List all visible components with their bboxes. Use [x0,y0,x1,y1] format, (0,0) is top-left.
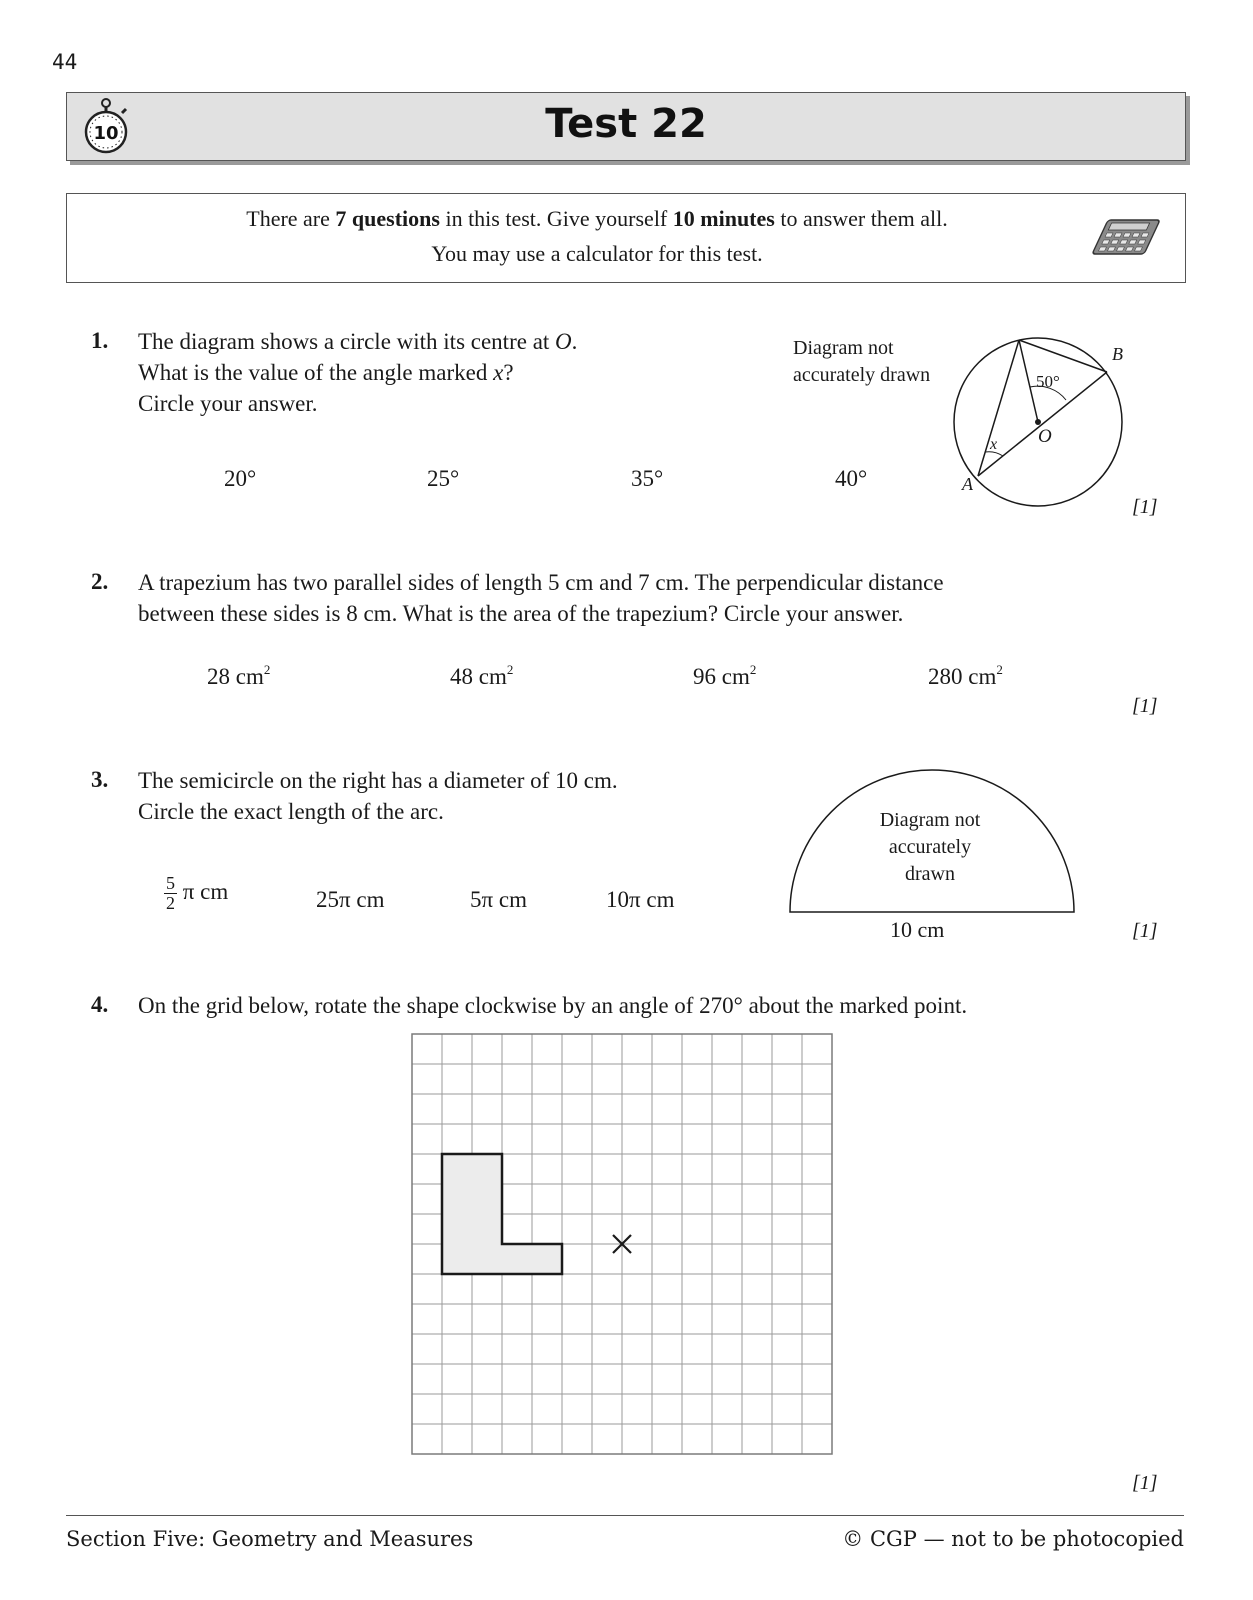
question-1-line-1: The diagram shows a circle with its centre at O. [138,329,578,354]
q3-option-c[interactable]: 5π cm [470,887,527,912]
q2-option-a[interactable]: 28 $cm^2$ [207,662,271,689]
q1-option-b[interactable]: 25° [427,466,460,491]
question-4-number: 4. [91,992,109,1017]
footer-section: Section Five: Geometry and Measures [66,1527,474,1551]
q2-mark: [1] [1132,695,1158,717]
q3-diagram-note: Diagram not accurately drawn [879,809,981,885]
q1-label-x: x [990,436,998,453]
q3-mark: [1] [1132,920,1158,942]
question-1-line-2: What is the value of the angle marked x? [138,360,514,385]
q1-label-b: B [1112,344,1123,364]
q3-option-b[interactable]: 25π cm [316,887,385,912]
q1-label-o: O [1038,426,1052,447]
q1-label-a: A [962,474,973,494]
question-2-text: A trapezium has two parallel sides of length 5 cm and 7 cm. The perpendicular distance between these sides is 8 cm. What is the area of the trapezium? Circle your answer. [138,570,944,626]
question-2-number: 2. [91,569,109,594]
instructions-line-2: You may use a calculator for this test. [431,241,763,266]
q1-option-d[interactable]: 40° [835,466,868,491]
question-3-text: The semicircle on the right has a diameter of 10 cm. Circle the exact length of the arc. [138,768,618,824]
q4-mark: [1] [1132,1472,1158,1494]
q3-option-d[interactable]: 10π cm [606,887,675,912]
question-1-line-3: Circle your answer. [138,391,318,416]
q1-mark: [1] [1132,496,1158,518]
instructions-box [66,193,1186,283]
q3-diameter-label: 10 cm [890,917,945,942]
timer-minutes: 10 [93,123,119,144]
title-bar [66,92,1186,161]
question-3-number: 3. [91,767,109,792]
q1-option-a[interactable]: 20° [224,466,257,491]
q2-option-b[interactable]: 48 $cm^2$ [450,662,514,689]
page-number: 44 [52,50,78,74]
calculator-icon [1090,216,1160,264]
q1-label-angle: 50° [1036,372,1060,391]
question-1-number: 1. [91,328,109,353]
q1-circle-diagram [948,330,1138,514]
q1-option-c[interactable]: 35° [631,466,664,491]
footer-rule [66,1515,1184,1516]
q2-option-d[interactable]: 280 $cm^2$ [928,662,1003,689]
question-1-text [138,326,758,419]
q1-diagram-note: Diagram not accurately drawn [793,337,931,386]
page-title: Test 22 [545,101,707,147]
q2-option-c[interactable]: 96 $cm^2$ [693,662,757,689]
footer-copyright: © CGP — not to be photocopied [842,1527,1184,1551]
question-4-text: On the grid below, rotate the shape clockwise by an angle of 270° about the marked point. [138,993,968,1018]
q4-grid[interactable] [410,1032,835,1457]
q3-fraction: $\frac{5}{2}$ [166,873,175,913]
q3-option-a[interactable]: $\frac{5}{2}$ π cm [166,873,229,913]
instructions-line-1: There are 7 questions in this test. Give yourself 10 minutes to answer them all. [246,206,948,231]
